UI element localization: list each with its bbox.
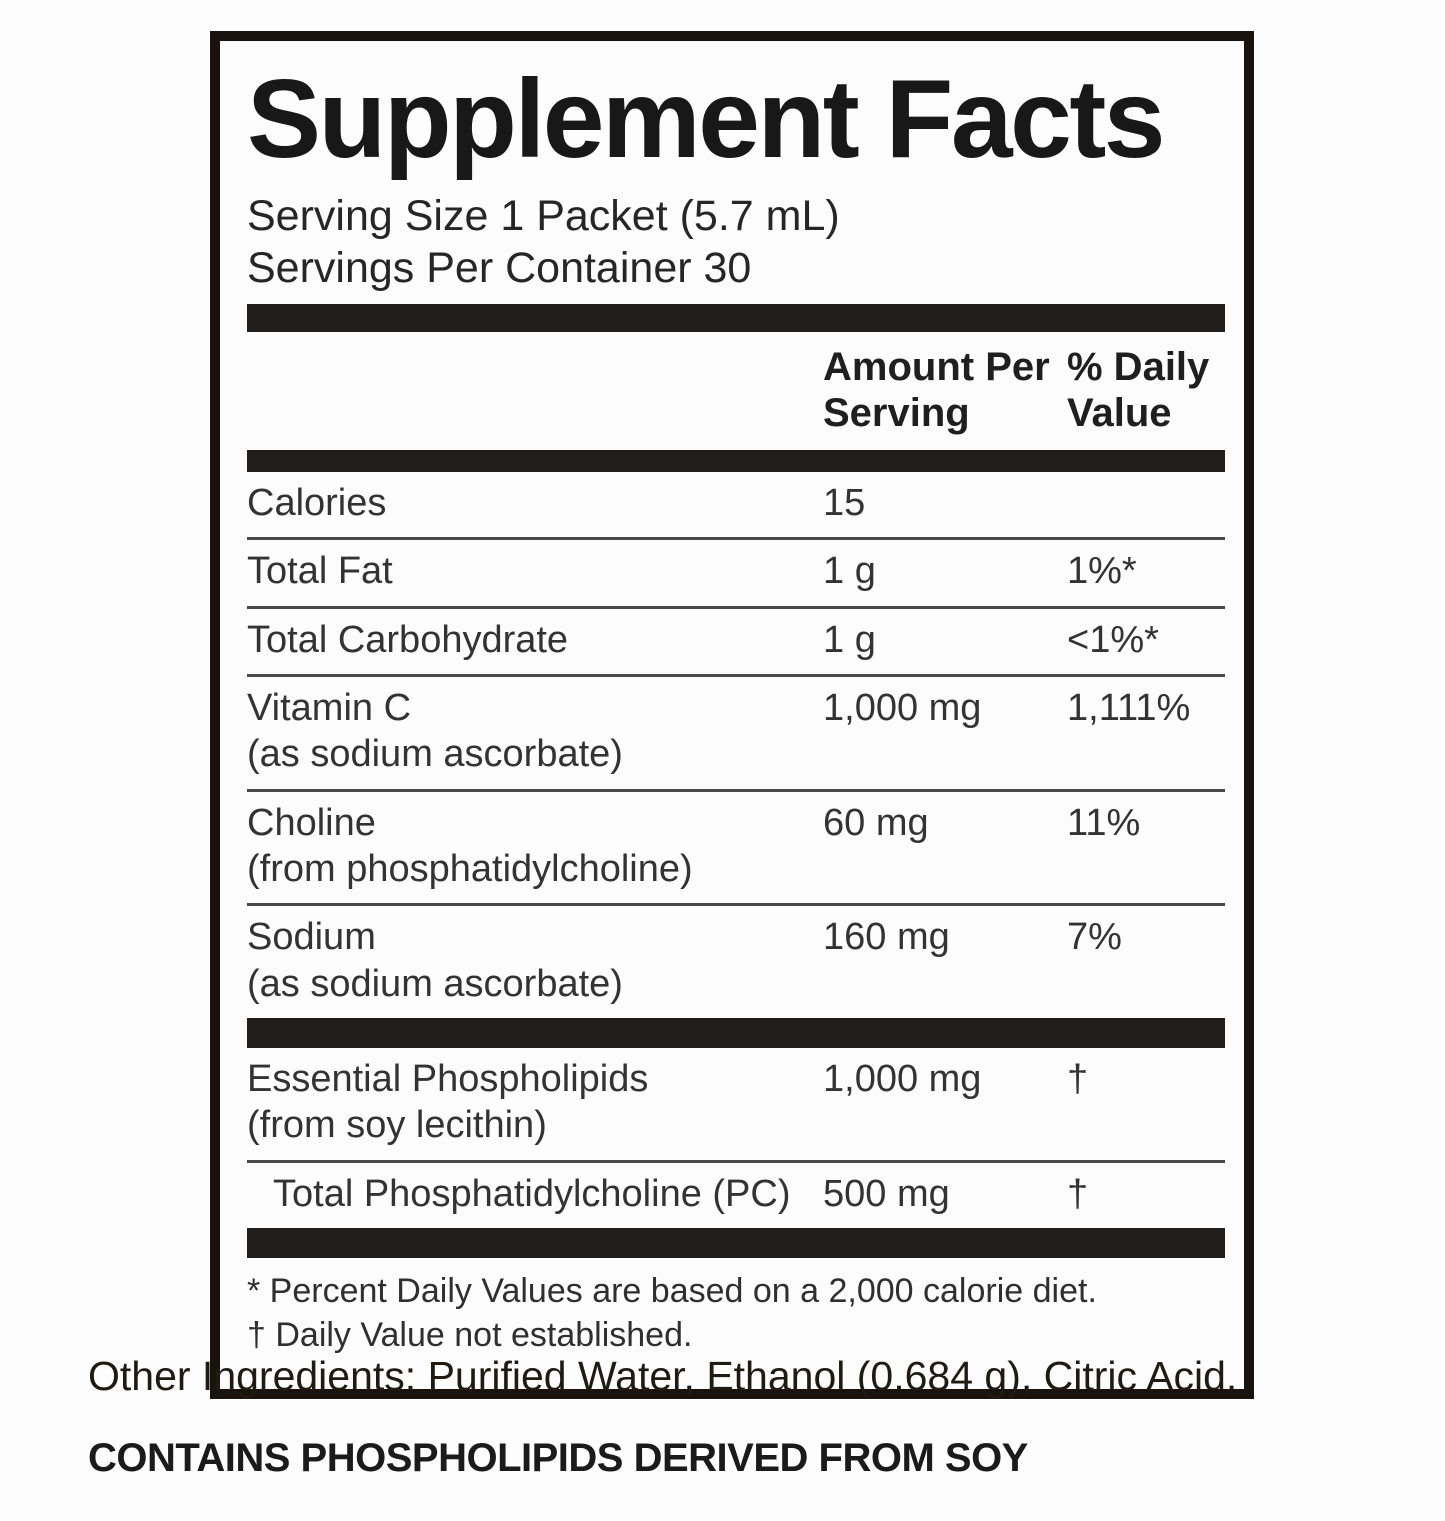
dagger-symbol: † xyxy=(1067,1058,1089,1101)
nutrient-row-vitamin-c xyxy=(247,677,1225,789)
nutrient-daily-value xyxy=(1067,480,1225,526)
nutrient-name: Sodium xyxy=(247,916,376,959)
nutrient-name: Total Fat xyxy=(247,550,393,593)
nutrient-row-calories xyxy=(247,472,1225,537)
column-header-amount: Amount Per Serving xyxy=(823,344,1050,435)
nutrient-row-total-carbohydrate xyxy=(247,609,1225,674)
dagger-symbol: † xyxy=(1067,1172,1089,1215)
nutrient-daily-value: 7% xyxy=(1067,916,1122,959)
column-header-daily-value: % Daily Value xyxy=(1067,344,1210,435)
nutrient-row-total-fat xyxy=(247,540,1225,605)
nutrient-name: Choline xyxy=(247,801,376,844)
nutrient-source: (from soy lecithin) xyxy=(247,1104,547,1147)
nutrient-daily-value: 1%* xyxy=(1067,550,1137,593)
allergen-statement: CONTAINS PHOSPHOLIPIDS DERIVED FROM SOY xyxy=(88,1436,1028,1480)
nutrient-name: Calories xyxy=(247,481,387,524)
nutrient-amount: 1,000 mg xyxy=(823,686,982,729)
nutrient-daily-value: 1,111% xyxy=(1067,686,1191,729)
header-spacer xyxy=(247,344,823,436)
nutrient-amount: 1 g xyxy=(823,618,876,661)
nutrient-amount: 160 mg xyxy=(823,916,950,959)
nutrient-source: (as sodium ascorbate) xyxy=(247,962,623,1005)
table-header-row xyxy=(247,332,1225,450)
nutrient-name: Total Phosphatidylcholine (PC) xyxy=(273,1172,791,1215)
nutrient-row-total-phosphatidylcholine xyxy=(247,1163,1225,1228)
separator-bar-middle xyxy=(247,1018,1225,1048)
nutrient-amount: 60 mg xyxy=(823,801,929,844)
supplement-facts-panel xyxy=(210,31,1254,1399)
nutrient-amount: 15 xyxy=(823,481,866,524)
nutrient-daily-value: <1%* xyxy=(1067,618,1159,661)
separator-bar-bottom xyxy=(247,1228,1225,1258)
panel-title: Supplement Facts xyxy=(247,57,1164,181)
other-ingredients-text: Other Ingredients: Purified Water, Ethanol (0.684 g), Citric Acid. xyxy=(88,1353,1238,1399)
footnote-not-established: † Daily Value not established. xyxy=(247,1315,693,1354)
nutrient-name: Essential Phospholipids xyxy=(247,1058,649,1101)
separator-bar-top xyxy=(247,304,1225,332)
nutrient-name: Vitamin C xyxy=(247,686,412,729)
separator-bar-header xyxy=(247,450,1225,472)
nutrient-amount: 500 mg xyxy=(823,1172,950,1215)
nutrient-daily-value: 11% xyxy=(1067,801,1141,844)
nutrient-source: (from phosphatidylcholine) xyxy=(247,847,693,890)
nutrient-row-essential-phospholipids xyxy=(247,1048,1225,1160)
serving-size: Serving Size 1 Packet (5.7 mL) xyxy=(247,191,840,240)
footnote-daily-values: * Percent Daily Values are based on a 2,000 calorie diet. xyxy=(247,1272,1097,1311)
nutrient-row-sodium xyxy=(247,906,1225,1018)
servings-per-container: Servings Per Container 30 xyxy=(247,243,752,292)
nutrient-amount: 1,000 mg xyxy=(823,1058,982,1101)
nutrient-amount: 1 g xyxy=(823,550,876,593)
nutrient-row-choline xyxy=(247,792,1225,904)
nutrient-name: Total Carbohydrate xyxy=(247,618,569,661)
nutrient-source: (as sodium ascorbate) xyxy=(247,733,623,776)
